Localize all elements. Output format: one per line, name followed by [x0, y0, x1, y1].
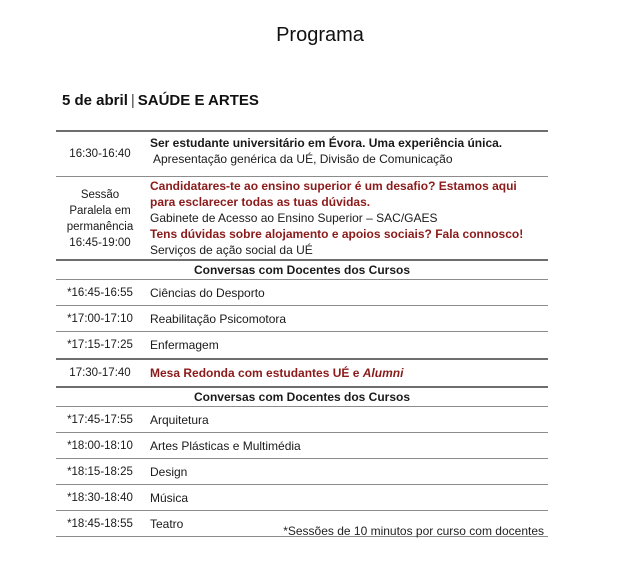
session-time: *17:15-17:25: [67, 339, 133, 351]
time-line: Paralela em: [69, 205, 131, 217]
session-highlight: Tens dúvidas sobre alojamento e apoios sociais? Fala connosco!: [150, 227, 524, 241]
session-time: *17:00-17:10: [67, 312, 133, 325]
round-table-title: Mesa Redonda com estudantes UÉ e: [150, 366, 363, 380]
table-row: [56, 358, 548, 386]
session-subtitle: Apresentação genérica da UÉ, Divisão de Comunicação: [153, 152, 453, 166]
session-title: Ser estudante universitário em Évora. Uma experiência única.: [150, 136, 503, 150]
table-row: [56, 305, 548, 331]
course-label: Enfermagem: [150, 338, 219, 352]
section-header-row: [56, 259, 548, 279]
table-row: [56, 279, 548, 305]
session-highlight: Candidatares-te ao ensino superior é um desafio? Estamos aqui: [150, 179, 517, 193]
section-header-row: [56, 386, 548, 406]
day-theme: SAÚDE E ARTES: [137, 92, 259, 109]
course-label: Teatro: [150, 516, 184, 531]
session-time: *17:45-17:55: [67, 413, 133, 426]
session-content: [144, 132, 548, 176]
session-content: [144, 177, 548, 259]
session-time: 16:30-16:40: [69, 148, 131, 160]
session-time: *18:00-18:10: [67, 439, 133, 452]
course-label: Música: [150, 490, 189, 505]
table-row: [56, 406, 548, 432]
table-row: [56, 130, 548, 176]
time-line: permanência: [66, 221, 134, 233]
course-label: Artes Plásticas e Multimédia: [150, 438, 301, 453]
session-highlight: para esclarecer todas as tuas dúvidas.: [150, 195, 371, 209]
schedule-table: [56, 130, 548, 537]
time-line: 16:45-19:00: [69, 237, 131, 249]
time-line: Sessão: [80, 189, 120, 201]
session-time: [56, 177, 144, 259]
day-date: 5 de abril: [62, 92, 128, 109]
footnote: *Sessões de 10 minutos por curso com docentes: [283, 524, 544, 538]
section-header: Conversas com Docentes dos Cursos: [193, 263, 411, 277]
session-subtitle: Gabinete de Acesso ao Ensino Superior – SAC/GAES: [150, 211, 438, 225]
table-row: [56, 458, 548, 484]
table-row: [56, 484, 548, 510]
table-row: [56, 432, 548, 458]
day-heading: [62, 92, 259, 109]
course-label: Reabilitação Psicomotora: [150, 311, 287, 326]
heading-separator: |: [130, 92, 135, 109]
round-table-alumni: Alumni: [362, 366, 404, 380]
course-label: Design: [150, 464, 188, 479]
page-title: Programa: [276, 24, 364, 46]
session-time: 17:30-17:40: [69, 367, 131, 379]
session-time: *16:45-16:55: [67, 286, 133, 299]
course-label: Ciências do Desporto: [150, 285, 265, 300]
round-table-label: [144, 360, 548, 386]
table-row: [56, 176, 548, 259]
course-label: Arquitetura: [150, 412, 209, 427]
table-row: [56, 331, 548, 358]
session-time: *18:45-18:55: [67, 517, 133, 530]
session-subtitle: Serviços de ação social da UÉ: [150, 243, 313, 257]
section-header: Conversas com Docentes dos Cursos: [193, 390, 411, 404]
session-time: *18:30-18:40: [67, 491, 133, 504]
session-time: *18:15-18:25: [67, 465, 133, 478]
